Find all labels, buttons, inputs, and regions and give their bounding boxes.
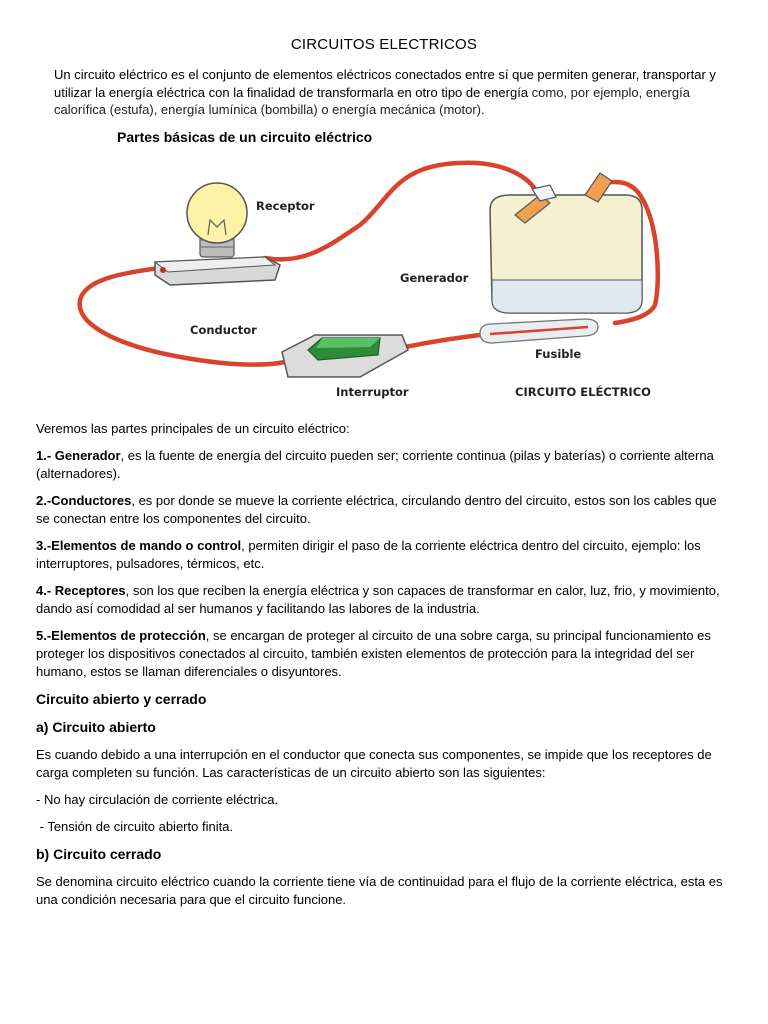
intro-main-text: Un circuito eléctrico es el conjunto de elementos eléctricos conectados entre sí que permiten generar, transportar y utilizar la energía eléctrica con la finalidad de transformarla en otro tipo de energía [54,67,716,100]
label-interruptor: Interruptor [336,385,409,399]
part-item-3 [36,537,730,573]
part-text: , permiten dirigir el paso de la corriente eléctrica dentro del circuito, ejemplo: los interruptores, pulsadores, térmicos, etc. [36,538,701,571]
document-body [36,420,730,918]
label-generador: Generador [400,271,469,285]
heading-closed-circuit: b) Circuito cerrado [36,846,162,862]
closed-circuit-text: Se denomina circuito eléctrico cuando la corriente tiene vía de continuidad para el flujo de la corriente eléctrica, esta es una condición necesaria para que el circuito funcione. [36,874,723,907]
fusible-fuse [480,319,598,343]
label-conductor: Conductor [190,323,257,337]
heading-open-circuit: a) Circuito abierto [36,719,156,735]
part-item-4 [36,582,730,618]
label-receptor: Receptor [256,199,315,213]
open-circuit-item-1: - No hay circulación de corriente eléctrica. [36,792,279,807]
part-item-2 [36,492,730,528]
open-circuit-text: Es cuando debido a una interrupción en el conductor que conecta sus componentes, se impide que los receptores de carga completen su función. Las características de un circuito abierto son las siguientes: [36,747,712,780]
part-item-1 [36,447,730,483]
part-term: 4.- Receptores [36,583,126,598]
part-item-5 [36,627,730,681]
part-text: , es por donde se mueve la corriente eléctrica, circulando dentro del circuito, estos son los cables que se conectan entre los componentes del circuito. [36,493,717,526]
part-term: 5.-Elementos de protección [36,628,206,643]
open-circuit-item-2: - Tensión de circuito abierto finita. [36,819,234,834]
intro-tail-text: como, por ejemplo, energía calorífica (estufa), energía lumínica (bombilla) o energía mecánica (motor). [54,84,690,117]
diagram-caption: CIRCUITO ELÉCTRICO [515,385,651,399]
part-term: 1.- Generador [36,448,121,463]
diagram-heading: Partes básicas de un circuito eléctrico [117,129,373,145]
document-title: CIRCUITOS ELECTRICOS [290,36,478,53]
interruptor-switch [282,335,408,377]
circuit-diagram [60,155,710,405]
part-text: , se encargan de proteger al circuito de una sobre carga, su principal funcionamiento es proteger los dispositivos conectados al circuito, también existen elementos de protección para la integridad del ser humano, estos se llaman diferenciales o disyuntores. [36,628,711,679]
label-fusible: Fusible [535,347,582,361]
generador-battery [490,173,642,313]
parts-intro: Veremos las partes principales de un circuito eléctrico: [36,421,350,436]
part-text: , son los que reciben la energía eléctrica y son capaces de transformar en calor, luz, frio, y movimiento, dando así comodidad al ser humanos y facilitando las labores de la industria. [36,583,720,616]
part-term: 3.-Elementos de mando o control [36,538,242,553]
part-text: , es la fuente de energía del circuito pueden ser; corriente continua (pilas y baterías) o corriente alterna (alternadores). [36,448,714,481]
heading-open-closed: Circuito abierto y cerrado [36,691,207,707]
intro-paragraph [54,66,726,119]
part-term: 2.-Conductores [36,493,132,508]
